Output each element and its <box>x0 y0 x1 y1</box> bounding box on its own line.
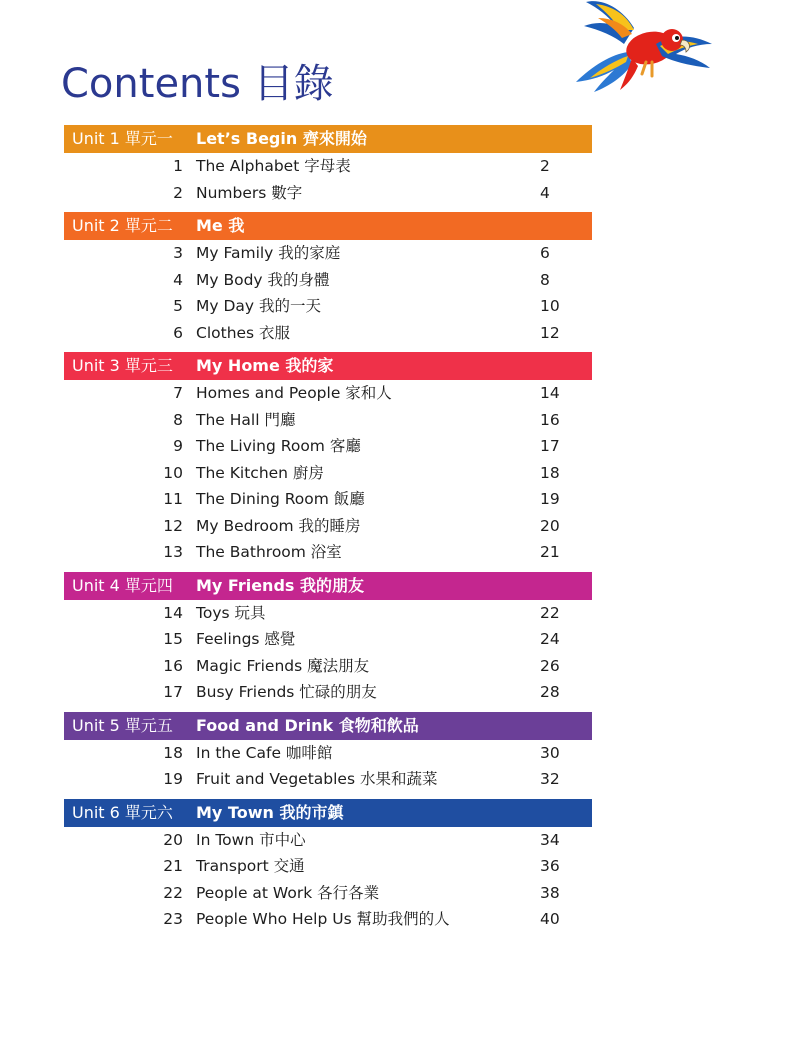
lesson-page: 32 <box>540 770 560 788</box>
lesson-page: 22 <box>540 603 560 622</box>
lesson-title: Feelings 感覺 <box>196 630 296 648</box>
lesson-row <box>0 539 800 566</box>
lesson-title: People at Work 各行各業 <box>196 883 380 902</box>
lesson-page: 8 <box>540 270 550 289</box>
unit-label: Unit 1 單元一 <box>72 129 173 148</box>
lesson-page: 16 <box>540 410 560 429</box>
lesson-page: 10 <box>540 297 560 315</box>
unit-header <box>64 125 592 153</box>
unit-block <box>0 572 800 706</box>
lesson-page: 34 <box>540 830 560 849</box>
lesson-row <box>0 626 800 653</box>
lesson-number: 22 <box>163 883 183 902</box>
lesson-list <box>0 827 800 933</box>
lesson-row <box>0 153 800 180</box>
lesson-title: The Kitchen 廚房 <box>196 463 324 482</box>
lesson-number: 4 <box>173 270 183 289</box>
lesson-number: 5 <box>173 297 183 315</box>
lesson-title: My Bedroom 我的睡房 <box>196 516 361 535</box>
unit-header <box>64 572 592 600</box>
unit-title: Food and Drink 食物和飲品 <box>196 715 419 735</box>
lesson-number: 6 <box>173 323 183 342</box>
unit-block <box>0 212 800 346</box>
lesson-page: 18 <box>540 463 560 482</box>
lesson-page: 28 <box>540 683 560 701</box>
lesson-number: 3 <box>173 244 183 262</box>
unit-header <box>64 212 592 240</box>
lesson-number: 21 <box>163 857 183 875</box>
lesson-row <box>0 679 800 706</box>
lesson-row <box>0 320 800 347</box>
lesson-row <box>0 880 800 907</box>
lesson-page: 40 <box>540 910 560 928</box>
lesson-title: In Town 市中心 <box>196 830 306 849</box>
lesson-row <box>0 486 800 513</box>
unit-label: Unit 5 單元五 <box>72 715 173 735</box>
lesson-title: Fruit and Vegetables 水果和蔬菜 <box>196 770 438 788</box>
parrot-illustration <box>572 0 722 100</box>
lesson-title: The Alphabet 字母表 <box>196 157 351 175</box>
lesson-page: 14 <box>540 384 560 402</box>
lesson-row <box>0 513 800 540</box>
unit-label: Unit 3 單元三 <box>72 356 173 375</box>
lesson-title: The Bathroom 浴室 <box>196 543 342 561</box>
lesson-number: 15 <box>163 630 183 648</box>
unit-title: My Town 我的市鎮 <box>196 802 344 822</box>
unit-label: Unit 6 單元六 <box>72 802 173 822</box>
lesson-page: 36 <box>540 857 560 875</box>
lesson-list <box>0 600 800 706</box>
lesson-title: My Body 我的身體 <box>196 270 330 289</box>
lesson-title: People Who Help Us 幫助我們的人 <box>196 910 450 928</box>
lesson-page: 26 <box>540 656 560 675</box>
lesson-number: 12 <box>163 516 183 535</box>
lesson-title: Magic Friends 魔法朋友 <box>196 656 370 675</box>
lesson-title: In the Cafe 咖啡館 <box>196 743 333 762</box>
lesson-page: 24 <box>540 630 560 648</box>
unit-block <box>0 352 800 566</box>
lesson-list <box>0 240 800 346</box>
lesson-number: 19 <box>163 770 183 788</box>
lesson-number: 23 <box>163 910 183 928</box>
page-title: Contents 目錄 <box>61 61 334 107</box>
table-of-contents <box>0 125 800 939</box>
lesson-page: 19 <box>540 490 560 508</box>
lesson-number: 20 <box>163 830 183 849</box>
unit-title: Let’s Begin 齊來開始 <box>196 129 367 148</box>
lesson-number: 14 <box>163 603 183 622</box>
lesson-title: Numbers 數字 <box>196 183 303 202</box>
lesson-title: Toys 玩具 <box>196 603 266 622</box>
unit-block <box>0 799 800 933</box>
unit-header <box>64 712 592 740</box>
unit-block <box>0 125 800 206</box>
lesson-number: 9 <box>173 437 183 455</box>
unit-block <box>0 712 800 793</box>
lesson-row <box>0 240 800 267</box>
lesson-number: 2 <box>173 183 183 202</box>
lesson-list <box>0 153 800 206</box>
unit-title: My Home 我的家 <box>196 356 334 375</box>
lesson-title: Busy Friends 忙碌的朋友 <box>196 683 377 701</box>
lesson-row <box>0 853 800 880</box>
lesson-number: 11 <box>163 490 183 508</box>
lesson-row <box>0 407 800 434</box>
lesson-title: The Dining Room 飯廳 <box>196 490 365 508</box>
unit-label: Unit 2 單元二 <box>72 216 173 235</box>
lesson-row <box>0 906 800 933</box>
lesson-number: 18 <box>163 743 183 762</box>
lesson-page: 20 <box>540 516 560 535</box>
lesson-title: Clothes 衣服 <box>196 323 291 342</box>
lesson-title: Transport 交通 <box>196 857 305 875</box>
lesson-title: My Day 我的一天 <box>196 297 322 315</box>
lesson-page: 12 <box>540 323 560 342</box>
lesson-number: 7 <box>173 384 183 402</box>
lesson-number: 17 <box>163 683 183 701</box>
unit-header <box>64 799 592 827</box>
lesson-number: 1 <box>173 157 183 175</box>
lesson-row <box>0 180 800 207</box>
lesson-row <box>0 600 800 627</box>
lesson-page: 4 <box>540 183 550 202</box>
lesson-page: 2 <box>540 157 550 175</box>
lesson-page: 38 <box>540 883 560 902</box>
lesson-title: Homes and People 家和人 <box>196 384 392 402</box>
lesson-row <box>0 766 800 793</box>
lesson-number: 13 <box>163 543 183 561</box>
lesson-row <box>0 380 800 407</box>
lesson-row <box>0 433 800 460</box>
lesson-number: 10 <box>163 463 183 482</box>
lesson-row <box>0 653 800 680</box>
unit-label: Unit 4 單元四 <box>72 575 173 595</box>
lesson-page: 6 <box>540 244 550 262</box>
unit-title: Me 我 <box>196 216 245 235</box>
lesson-title: The Hall 門廳 <box>196 410 296 429</box>
lesson-title: The Living Room 客廳 <box>196 437 361 455</box>
unit-header <box>64 352 592 380</box>
lesson-row <box>0 267 800 294</box>
lesson-row <box>0 293 800 320</box>
lesson-row <box>0 827 800 854</box>
lesson-page: 21 <box>540 543 560 561</box>
lesson-row <box>0 460 800 487</box>
lesson-number: 8 <box>173 410 183 429</box>
lesson-page: 30 <box>540 743 560 762</box>
lesson-row <box>0 740 800 767</box>
lesson-list <box>0 380 800 566</box>
lesson-number: 16 <box>163 656 183 675</box>
lesson-page: 17 <box>540 437 560 455</box>
unit-title: My Friends 我的朋友 <box>196 575 364 595</box>
lesson-title: My Family 我的家庭 <box>196 244 341 262</box>
lesson-list <box>0 740 800 793</box>
